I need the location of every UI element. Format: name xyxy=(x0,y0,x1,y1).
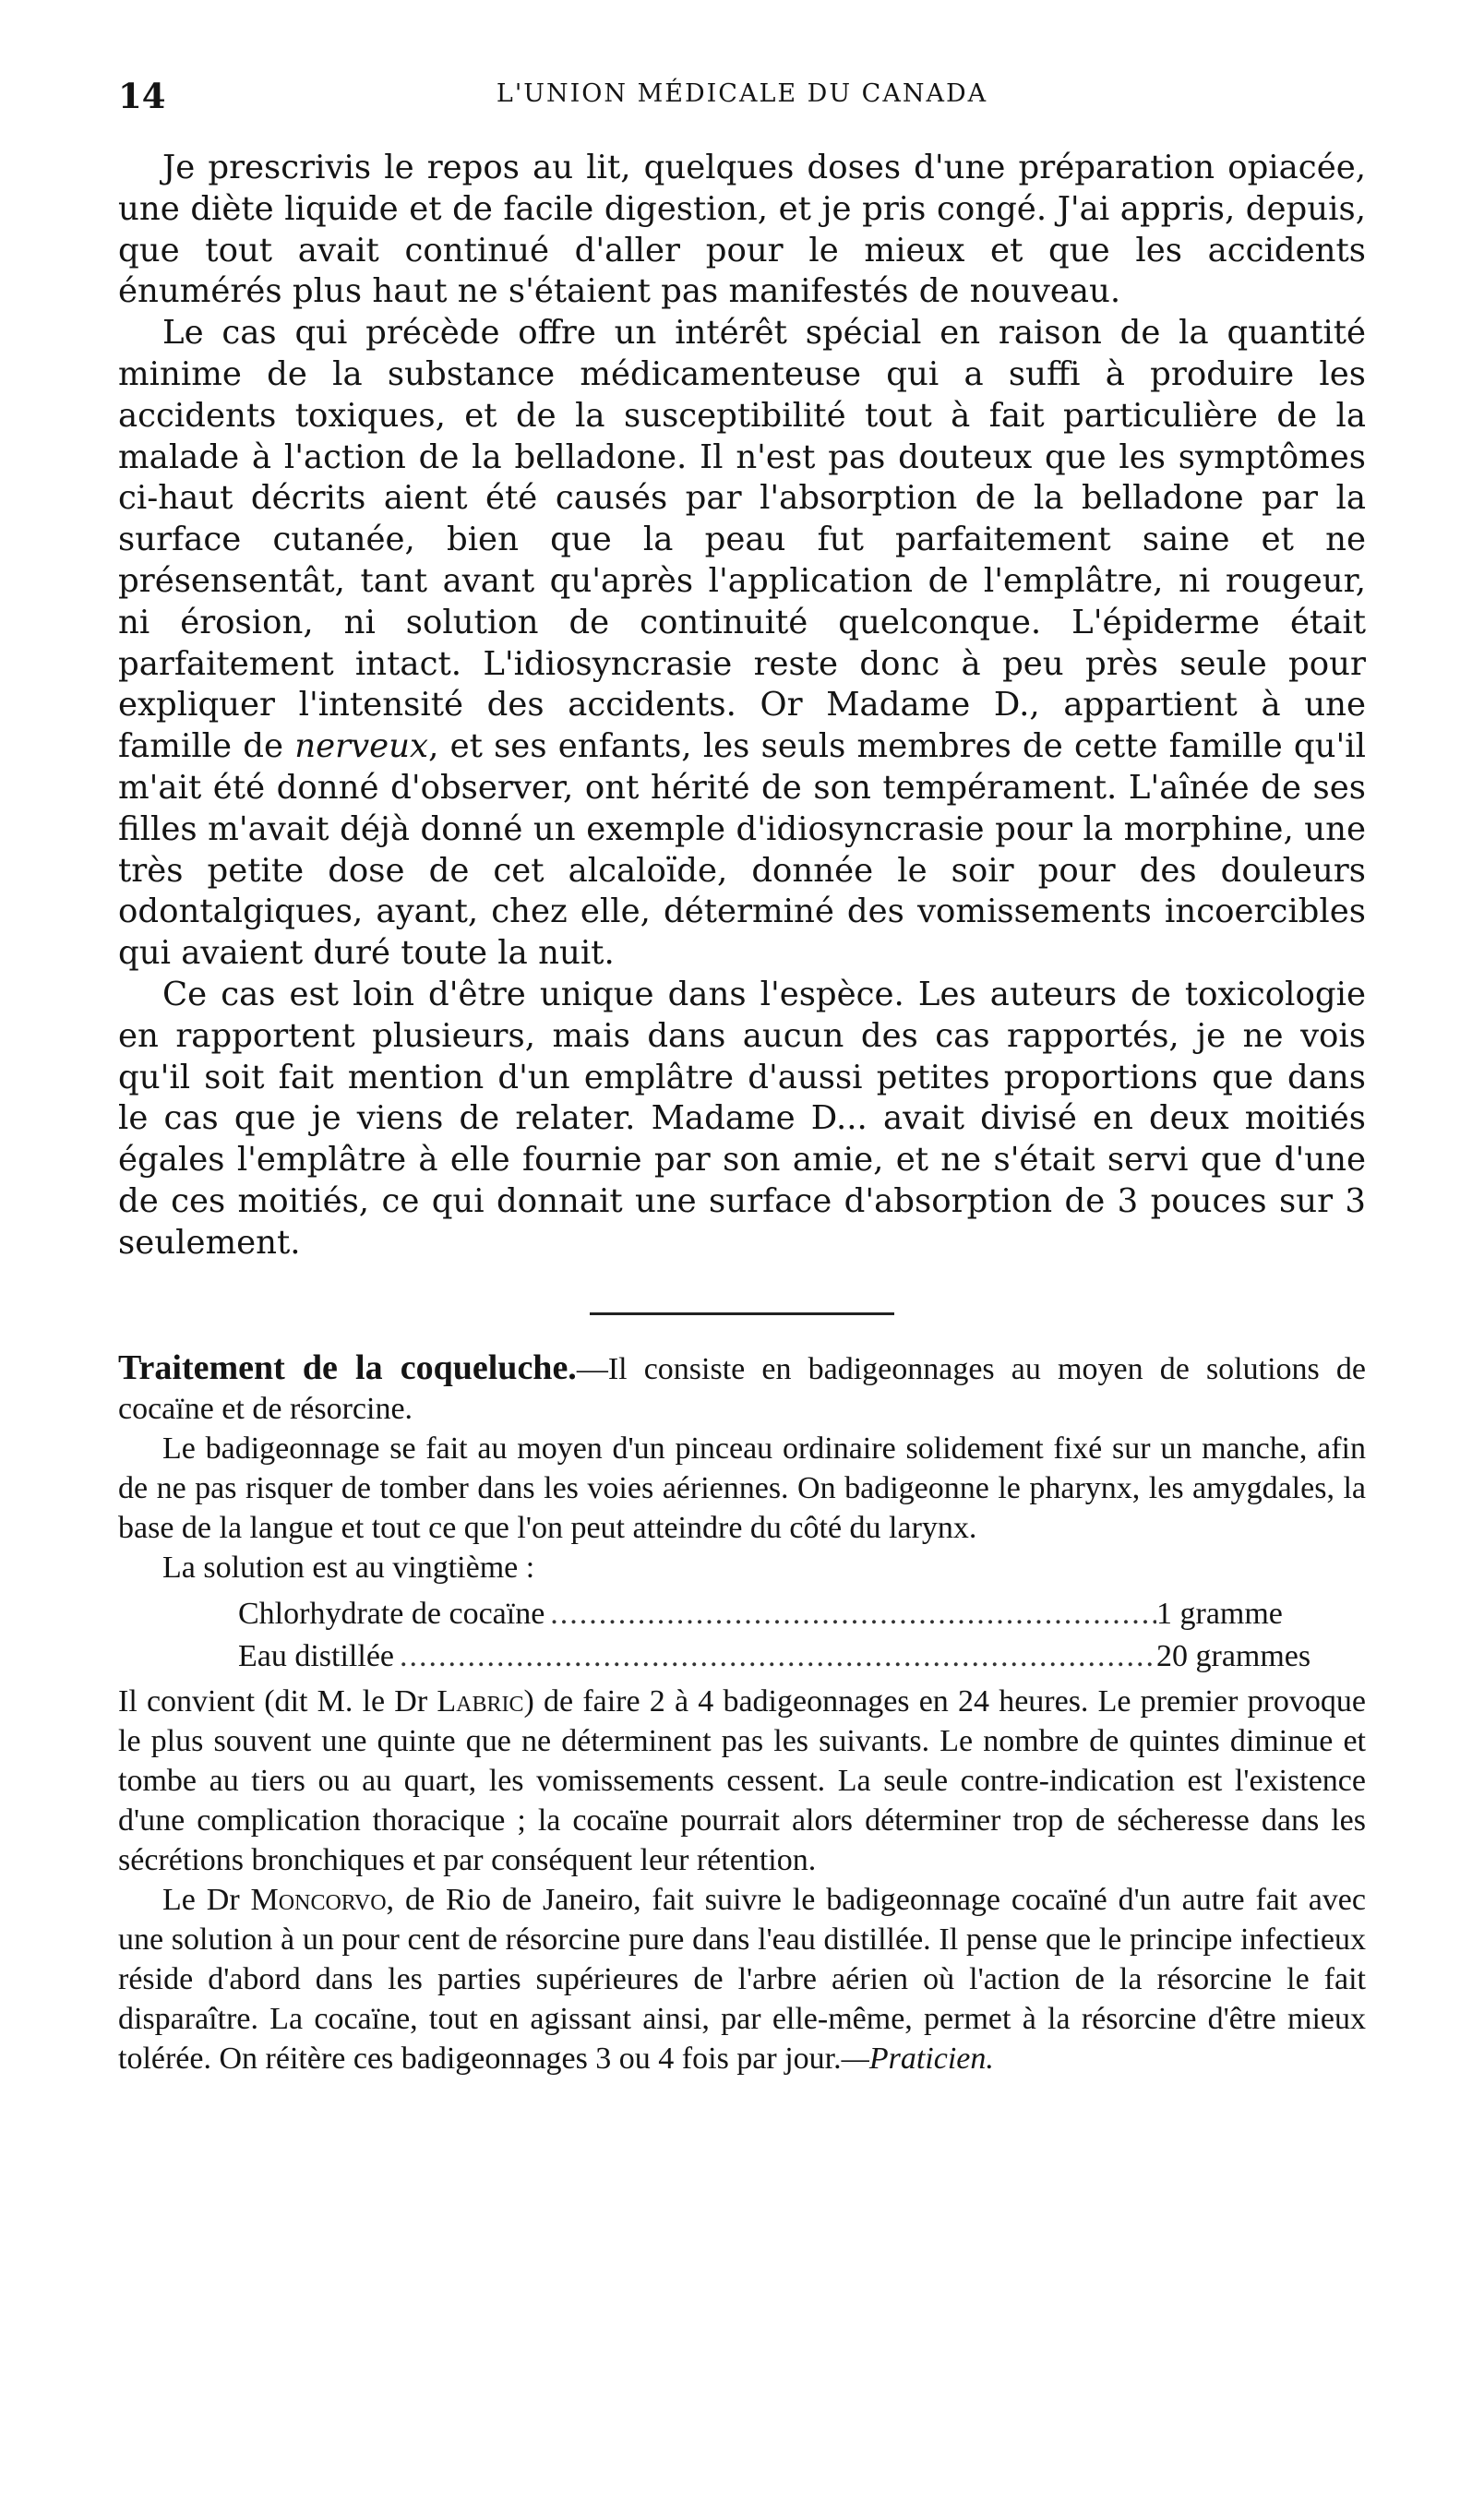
text-run: , et ses enfants, les seuls membres de cette famille qu'il m'ait été donné d'observer, ont hérité de son tempérament. L'aînée de ses filles m'avait déjà donné un exemple d'idiosyncrasie pour la morphine, une très petite dose de cet alcaloïde, donnée le soir pour des douleurs odontalgiques, ayant, chez elle, déterminé des vomissements incoercibles qui avaient duré toute la nuit. xyxy=(118,727,1366,973)
ingredient-name: Chlorhydrate de cocaïne xyxy=(238,1596,545,1631)
page-header xyxy=(118,76,1366,122)
text-run: ) de faire 2 à 4 badigeonnages en 24 heures. Le premier provoque le plus souvent une quinte que ne déterminent pas les suivants. Le nombre de quintes diminue et tombe au tiers ou au quart, les vomissements cessent. La seule contre-indication est l'existence d'une complication thoracique ; la cocaïne pourrait alors déterminer trop de sécheresse dans les sécrétions bronchiques et par conséquent leur rétention. xyxy=(118,1683,1367,1877)
page-number: 14 xyxy=(118,76,166,116)
paragraph-case-conclusion: Je prescrivis le repos au lit, quelques doses d'une préparation opiacée, une diète liquide et de facile digestion, et je pris congé. J'ai appris, depuis, que tout avait continué d'aller pour le mieux et que les accidents énumérés plus haut ne s'étaient pas manifestés de nouveau. xyxy=(118,149,1366,311)
running-title: L'UNION MÉDICALE DU CANADA xyxy=(496,79,988,108)
paragraph-case-discussion xyxy=(118,313,1366,975)
ingredient-quantity: 1 gramme xyxy=(1156,1596,1283,1631)
article-title: Traitement de la coqueluche. xyxy=(118,1347,577,1387)
paragraph-article-intro xyxy=(118,1348,1366,1429)
source-citation: —Praticien. xyxy=(841,2041,994,2076)
text-run: —Il consiste en badigeonnages au moyen de solutions de cocaïne et de résorcine. xyxy=(118,1351,1366,1426)
italic-term: nerveux xyxy=(294,727,429,766)
text-run: , de Rio de Janeiro, fait suivre le badigeonnage cocaïné d'un autre fait avec une solution à un pour cent de résorcine pure dans l'eau distillée. Il pense que le principe infectieux réside d'abord dans les parties supérieures de l'arbre aérien où l'action de la résorcine le fait disparaître. La cocaïne, tout en agissant ainsi, par elle-même, permet à la résorcine d'être mieux tolérée. On réitère ces badigeonnages 3 ou 4 fois par jour. xyxy=(118,1882,1366,2076)
paragraph-resorcine xyxy=(118,1880,1366,2078)
ingredient-name: Eau distillée xyxy=(238,1638,395,1673)
article-section xyxy=(118,1348,1366,2078)
author-name: Moncorvo xyxy=(250,1882,387,1917)
prescription-row xyxy=(238,1635,1378,1678)
paragraph-dosage xyxy=(118,1682,1366,1880)
leader-dots xyxy=(394,1635,1156,1678)
text-run: Il convient (dit M. le Dr xyxy=(118,1683,428,1719)
prescription-row xyxy=(238,1593,1378,1635)
author-name: Labric xyxy=(437,1683,524,1719)
paragraph-case-literature: Ce cas est loin d'être unique dans l'espèce. Les auteurs de toxicologie en rapportent plusieurs, mais dans aucun des cas rapportés, je ne vois qu'il soit fait mention d'un emplâtre d'aussi petites proportions que dans le cas que je viens de relater. Madame D... avait divisé en deux moitiés égales l'emplâtre à elle fournie par son amie, et ne s'était servi que d'une de ces moitiés, ce qui donnait une surface d'absorption de 3 pouces sur 3 seulement. xyxy=(118,975,1366,1262)
paragraph-solution: La solution est au vingtième : xyxy=(162,1550,535,1585)
ingredient-quantity: 20 grammes xyxy=(1156,1638,1311,1673)
leader-dots xyxy=(545,1593,1156,1635)
text-run: Le cas qui précède offre un intérêt spécial en raison de la quantité minime de la substance médicamenteuse qui a suffi à produire les accidents toxiques, et de la susceptibilité tout à fait particulière de la malade à l'action de la belladone. Il n'est pas douteux que les symptômes ci-haut décrits aient été causés par l'absorption de la belladone par la surface cutanée, bien que la peau fut parfaitement saine et ne présensentât, tant avant qu'après l'application de l'emplâtre, ni rougeur, ni érosion, ni solution de continuité quelconque. L'épiderme était parfaitement intact. L'idiosyncrasie reste donc à peu près seule pour expliquer l'intensité des accidents. Or Madame D., appartient à une famille de xyxy=(118,314,1366,766)
case-report-section xyxy=(118,148,1366,1264)
prescription xyxy=(238,1593,1378,1678)
paragraph-application: Le badigeonnage se fait au moyen d'un pinceau ordinaire solidement fixé sur un manche, afin de ne pas risquer de tomber dans les voies aériennes. On badigeonne le pharynx, les amygdales, la base de la langue et tout ce que l'on peut atteindre du côté du larynx. xyxy=(118,1431,1366,1545)
section-divider xyxy=(590,1312,894,1315)
text-run: Le Dr xyxy=(162,1882,240,1917)
page-body xyxy=(118,148,1366,2078)
